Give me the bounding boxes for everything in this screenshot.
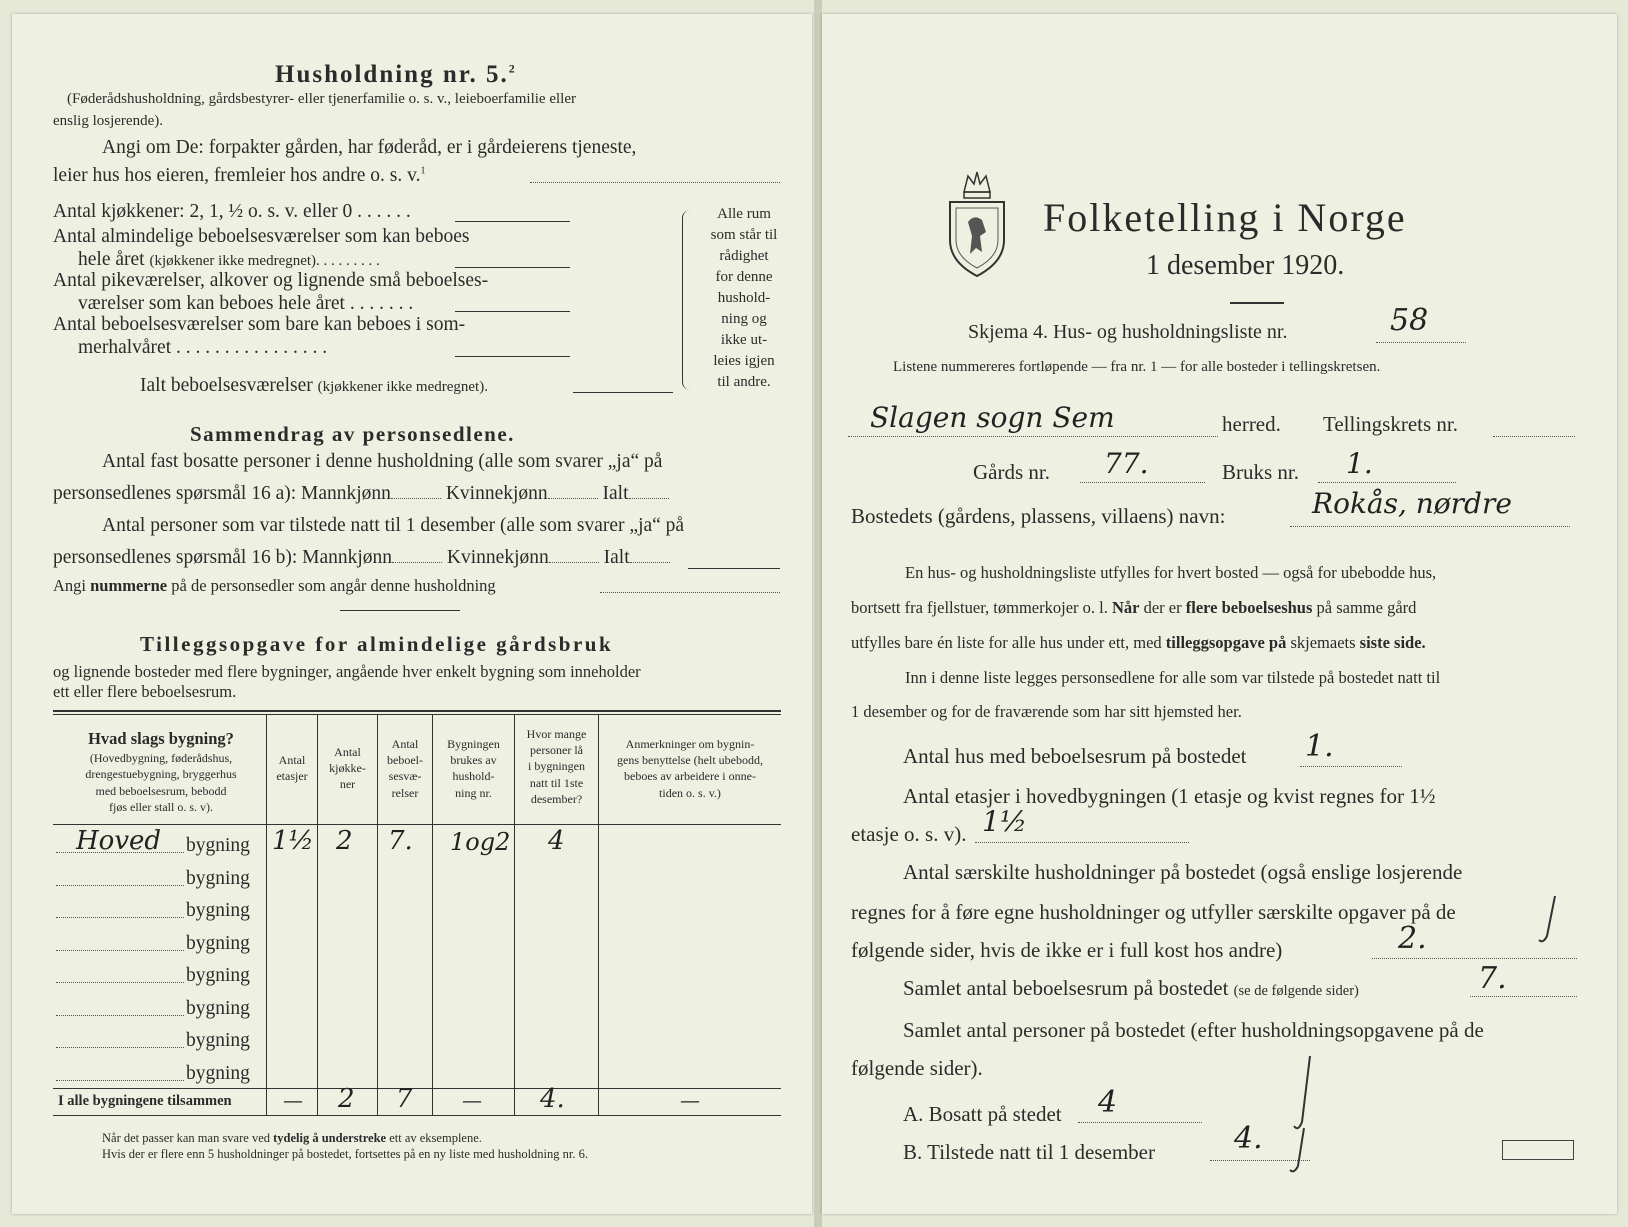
rooms2-line1: Antal pikeværelser, alkover og lignende små beboelses- <box>53 270 489 291</box>
tilstede-label: B. Tilstede natt til 1 desember <box>903 1140 1155 1164</box>
para2-line1: Inn i denne liste legges personsedlene for alle som var tilstede på bostedet natt til <box>905 668 1441 687</box>
total-household: — <box>462 1088 482 1112</box>
census-title: Folketelling i Norge <box>1043 195 1407 240</box>
schema-number-line[interactable] <box>1376 342 1466 343</box>
angi-line1: Angi om De: forpakter gården, har føderåd, er i gårdeierens tjeneste, <box>102 137 637 158</box>
herred-line[interactable] <box>848 436 1218 437</box>
bosted-value: Rokås, nørdre <box>1312 487 1512 520</box>
tellingskrets-line[interactable] <box>1493 436 1575 437</box>
total-rooms-line: Ialt beboelsesværelser (kjøkkener ikke medregnet). <box>140 375 488 396</box>
building-household[interactable]: 1og2 <box>450 828 511 856</box>
supplement-line2: ett eller flere beboelsesrum. <box>53 682 237 701</box>
bosatt-value: 4 <box>1098 1085 1118 1120</box>
bosted-line[interactable] <box>1290 526 1570 527</box>
total-label: I alle bygningene tilsammen <box>58 1093 232 1109</box>
household-note-line2: enslig losjerende). <box>53 113 163 129</box>
tellingskrets-label: Tellingskrets nr. <box>1323 412 1459 436</box>
para1-line2: bortsett fra fjellstuer, tømmerkojer o. l. Når der er flere beboelseshus på samme gård <box>851 598 1417 617</box>
building-persons[interactable]: 4 <box>548 826 565 856</box>
gards-label: Gårds nr. <box>973 460 1050 484</box>
summary-a-line2: personsedlenes spørsmål 16 a): Mannkjønn Kvinnekjønn Ialt <box>53 484 669 504</box>
households-line3: følgende sider, hvis de ikke er i full kost hos andre) <box>851 938 1283 962</box>
floors-line1: Antal etasjer i hovedbygningen (1 etasje og kvist regnes for 1½ <box>903 784 1436 808</box>
herred-value: Slagen sogn Sem <box>870 401 1115 434</box>
houses-label: Antal hus med beboelsesrum på bostedet <box>903 744 1247 768</box>
schema-number: 58 <box>1390 303 1429 338</box>
houses-line[interactable] <box>1300 766 1402 767</box>
houses-value: 1. <box>1305 729 1334 764</box>
building-label: bygning <box>186 835 250 856</box>
building-label: bygning <box>186 900 250 921</box>
total-kitchens: 2 <box>338 1084 355 1114</box>
gards-line[interactable] <box>1080 482 1205 483</box>
persons-line1: Samlet antal personer på bostedet (efter husholdningsopgavene på de <box>903 1018 1484 1042</box>
census-date: 1 desember 1920. <box>1146 250 1345 281</box>
bosatt-line[interactable] <box>1078 1122 1202 1123</box>
para1-line1: En hus- og husholdningsliste utfylles for hvert bosted — også for ubebodde hus, <box>905 563 1437 582</box>
footnote-1: Når det passer kan man svare ved tydelig å understreke ett av eksemplene. <box>102 1131 482 1145</box>
total-remarks: — <box>680 1088 700 1112</box>
rooms3-line1: Antal beboelsesværelser som bare kan beboes i som- <box>53 314 466 335</box>
rooms3-line2: merhalvåret . . . . . . . . . . . . . . . . <box>78 337 328 358</box>
building-kind-line[interactable] <box>56 1015 184 1016</box>
supplement-title: Tilleggsopgave for almindelige gårdsbruk <box>140 632 614 656</box>
angi-line2: leier hus hos eieren, fremleier hos andre o. s. v.$^1$ <box>53 165 426 186</box>
households-line2: regnes for å føre egne husholdninger og utfyller særskilte opgaver på de <box>851 900 1456 924</box>
gards-value: 77. <box>1104 447 1149 480</box>
building-label: bygning <box>186 965 250 986</box>
printer-stamp <box>1502 1140 1574 1160</box>
summary-b-line2: personsedlenes spørsmål 16 b): Mannkjønn Kvinnekjønn Ialt <box>53 548 670 568</box>
para2-line2: 1 desember og for de fraværende som har sitt hjemsted her. <box>851 702 1242 721</box>
households-answer-line[interactable] <box>1372 958 1577 959</box>
rooms-total-line[interactable] <box>1470 996 1577 997</box>
building-kind-line[interactable] <box>56 1080 184 1081</box>
building-kind-line[interactable] <box>56 917 184 918</box>
summary-a-line1: Antal fast bosatte personer i denne husholdning (alle som svarer „ja“ på <box>102 451 663 472</box>
building-label: bygning <box>186 1030 250 1051</box>
rooms1-answer-line[interactable] <box>455 267 570 268</box>
col-floors-header: Antal etasjer <box>276 753 308 784</box>
rooms-total-label: Samlet antal beboelsesrum på bostedet (se de følgende sider) <box>903 976 1359 1000</box>
numbers-line: Angi nummerne på de personsedler som angår denne husholdning <box>53 576 496 595</box>
rooms-total-value: 7. <box>1478 961 1507 996</box>
total-rooms: 7 <box>396 1084 413 1114</box>
checkmark-icon <box>1288 1052 1318 1134</box>
persons-line2: følgende sider). <box>851 1056 983 1080</box>
rooms2-line2: værelser som kan beboes hele året . . . . . . . <box>78 293 414 314</box>
building-label: bygning <box>186 867 250 889</box>
side-note: Alle rum som står til rådighet for denne hushold- ning og ikke ut- leies igjen til andre. <box>710 206 778 390</box>
numbering-note: Listene nummereres fortløpende — fra nr. 1 — for alle bosteder i tellingskretsen. <box>893 359 1381 375</box>
household-title: Husholdning nr. 5.$^2$ <box>275 61 517 88</box>
bruks-label: Bruks nr. <box>1222 460 1300 484</box>
rooms1-line1: Antal almindelige beboelsesværelser som kan beboes <box>53 226 470 247</box>
floors-answer-line[interactable] <box>975 842 1189 843</box>
checkmark-icon <box>1286 1124 1312 1178</box>
col-kind-header: Hvad slags bygning? (Hovedbygning, føderådshus, drengestuebygning, bryggerhus med beboelsesrum, bebodd fjøs eller stall o. s. v). <box>85 729 237 814</box>
building-kitchens[interactable]: 2 <box>336 826 353 856</box>
total-rooms-answer-line[interactable] <box>573 392 673 393</box>
side-brace <box>682 210 691 390</box>
summary-b-line1: Antal personer som var tilstede natt til 1 desember (alle som svarer „ja“ på <box>102 515 685 536</box>
bosted-label: Bostedets (gårdens, plassens, villaens) navn: <box>851 504 1226 528</box>
tilstede-value: 4. <box>1234 1121 1263 1156</box>
footnote-2: Hvis der er flere enn 5 husholdninger på bostedet, fortsettes på en ny liste med husholdning nr. 6. <box>102 1147 589 1161</box>
col-kitchens-header: Antal kjøkke- ner <box>329 745 366 792</box>
building-kind-line[interactable] <box>56 885 184 886</box>
building-rooms[interactable]: 7. <box>388 826 413 856</box>
total-persons: 4. <box>540 1084 565 1114</box>
left-page <box>12 14 812 1214</box>
kitchens-answer-line[interactable] <box>455 221 570 222</box>
rooms1-line2: hele året (kjøkkener ikke medregnet). . . . . . . . . <box>78 249 380 270</box>
summary-title: Sammendrag av personsedlene. <box>190 422 515 446</box>
total-floors: — <box>283 1088 303 1112</box>
building-label: bygning <box>186 932 250 954</box>
floors-line2: etasje o. s. v). <box>851 822 967 846</box>
rooms2-answer-line[interactable] <box>455 311 570 312</box>
para1-line3: utfylles bare én liste for alle hus under ett, med tilleggsopgave på skjemaets siste side. <box>851 633 1426 652</box>
title-divider <box>1230 302 1284 304</box>
kitchens-line: Antal kjøkkener: 2, 1, ½ o. s. v. eller 0 . . . . . . <box>53 201 411 222</box>
checkmark-icon <box>1535 892 1559 948</box>
building-floors[interactable]: 1½ <box>272 826 314 856</box>
supplement-line1: og lignende bosteder med flere bygninger, angående hver enkelt bygning som inneholder <box>53 662 641 681</box>
col-persons-header: Hvor mange personer lå i bygningen natt til 1ste desember? <box>526 727 587 806</box>
bosatt-label: A. Bosatt på stedet <box>903 1102 1062 1126</box>
bruks-value: 1. <box>1346 447 1373 480</box>
coat-of-arms-icon <box>942 162 1012 280</box>
numbers-answer-line[interactable] <box>600 592 780 593</box>
page-fold <box>814 0 822 1227</box>
household-note-line1: (Føderådshusholdning, gårdsbestyrer- eller tjenerfamilie o. s. v., leieboerfamilie eller <box>67 91 576 107</box>
building-label: bygning <box>186 1062 250 1084</box>
building-kind-line[interactable] <box>56 1047 184 1048</box>
schema-line: Skjema 4. Hus- og husholdningsliste nr. <box>968 321 1288 343</box>
building-kind-line[interactable] <box>56 982 184 983</box>
angi-answer-line[interactable] <box>530 182 780 183</box>
bruks-line[interactable] <box>1318 482 1456 483</box>
building-kind[interactable]: Hoved <box>76 826 162 856</box>
section-divider <box>340 610 460 611</box>
col-rooms-header: Antal beboel- sesvæ- relser <box>387 737 423 800</box>
herred-label: herred. <box>1222 412 1281 436</box>
households-value: 2. <box>1398 921 1427 956</box>
col-household-header: Bygningen brukes av hushold- ning nr. <box>447 737 500 800</box>
summary-b-total-line[interactable] <box>688 568 780 569</box>
floors-value: 1½ <box>982 805 1027 838</box>
households-line1: Antal særskilte husholdninger på bostedet (også enslige losjerende <box>903 860 1463 884</box>
rooms3-answer-line[interactable] <box>455 356 570 357</box>
building-kind-line[interactable] <box>56 950 184 951</box>
building-label: bygning <box>186 997 250 1019</box>
col-remarks-header: Anmerkninger om bygnin- gens benyttelse (helt ubebodd, beboes av arbeidere i onne- tiden o. s. v.) <box>617 737 763 800</box>
